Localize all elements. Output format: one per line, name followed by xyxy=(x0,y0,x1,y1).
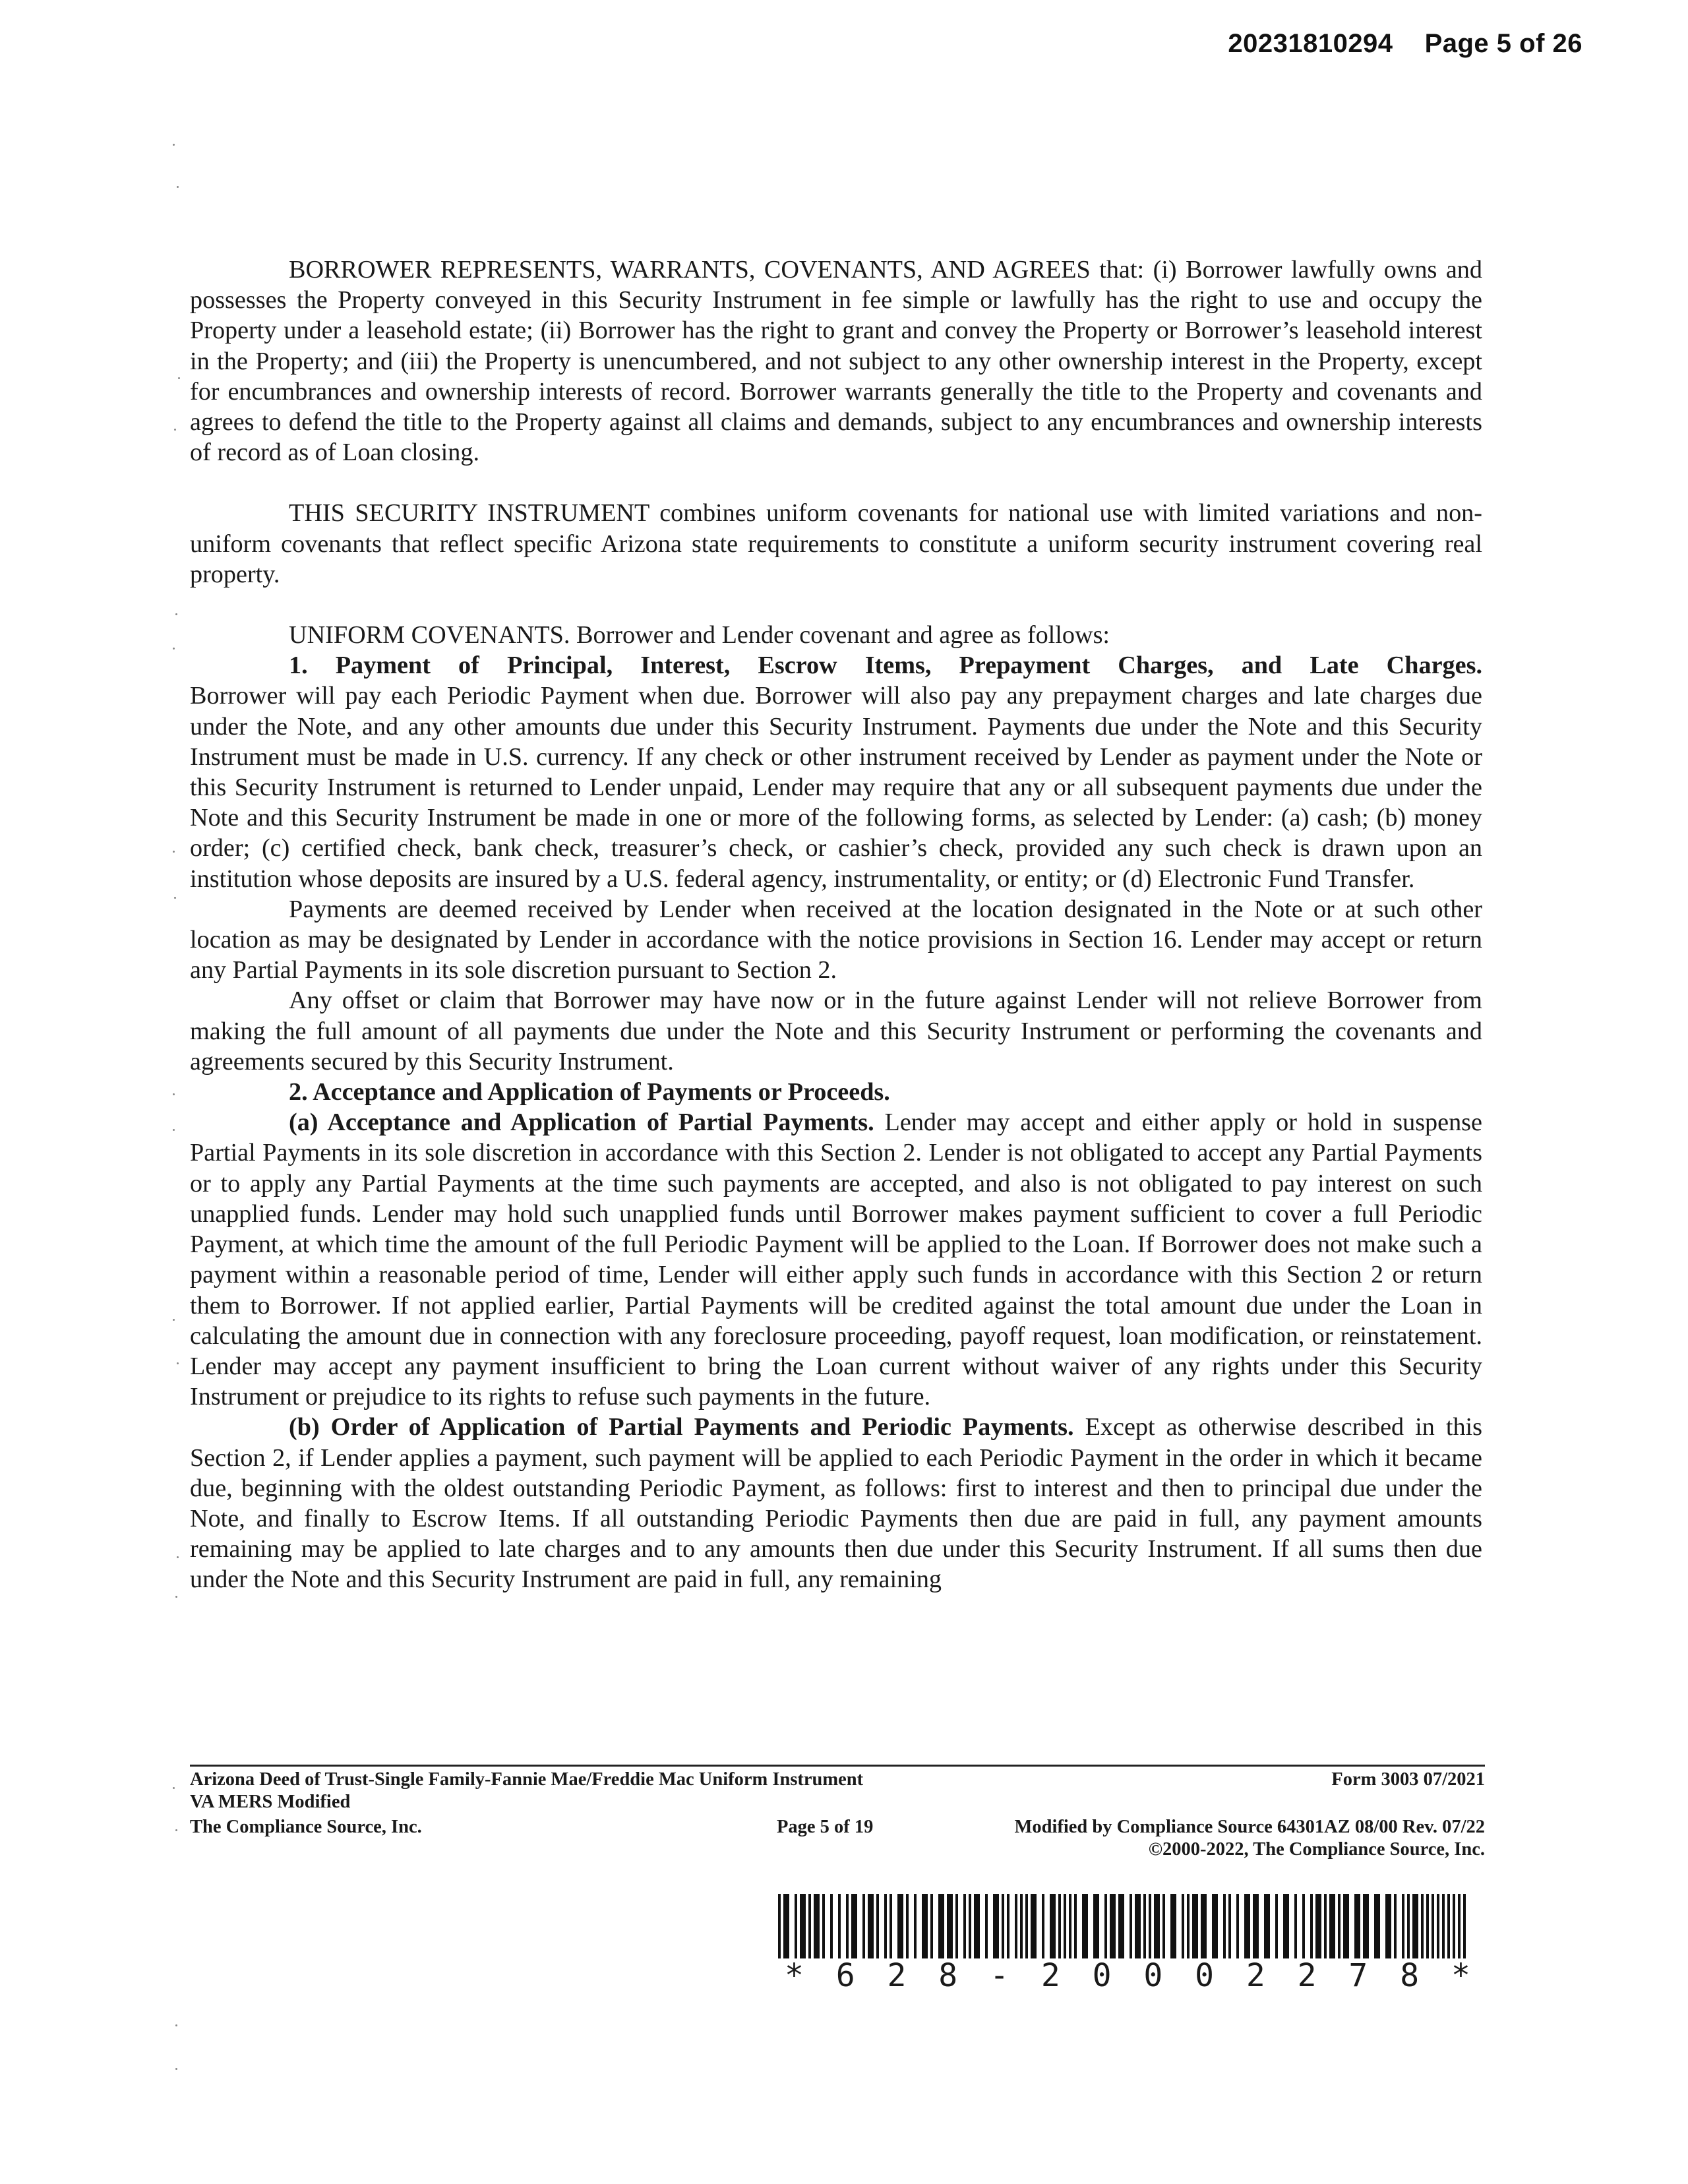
barcode-bar xyxy=(1315,1894,1321,1958)
section-2a-heading: (a) Acceptance and Application of Partial Payments. xyxy=(289,1108,874,1137)
barcode-bar xyxy=(862,1894,865,1958)
barcode-char: 8 xyxy=(1400,1957,1420,1994)
barcode-bar xyxy=(1244,1894,1250,1958)
form-page-number: Page 5 of 19 xyxy=(777,1817,874,1837)
barcode-bar xyxy=(1343,1894,1349,1958)
barcode-bar xyxy=(1442,1894,1445,1958)
barcode-bar xyxy=(1264,1894,1270,1958)
barcode-bar xyxy=(947,1894,953,1958)
barcode-bar xyxy=(778,1894,781,1958)
barcode-bar xyxy=(1050,1894,1056,1958)
barcode-bar xyxy=(783,1894,789,1958)
form-modifier: VA MERS Modified xyxy=(190,1792,351,1812)
barcode-char: 6 xyxy=(835,1957,855,1994)
barcode-bar xyxy=(822,1894,825,1958)
barcode-bar xyxy=(1223,1894,1226,1958)
barcode-bar xyxy=(1275,1894,1278,1958)
barcode-bar xyxy=(897,1894,903,1958)
section-2b-heading: (b) Order of Application of Partial Payments and Periodic Payments. xyxy=(289,1413,1074,1441)
barcode-char: 2 xyxy=(1246,1957,1265,1994)
barcode xyxy=(778,1894,1472,1958)
barcode-bar xyxy=(1329,1894,1335,1958)
form-number: Form 3003 07/2021 xyxy=(1331,1769,1485,1790)
barcode-bar xyxy=(1385,1894,1391,1958)
barcode-bar xyxy=(814,1894,820,1958)
security-instrument-paragraph: THIS SECURITY INSTRUMENT combines uniform covenants for national use with limited variations and non-uniform covenants that reflect specific Arizona state requirements to constitute a uniform security instrument covering real property. xyxy=(190,499,1482,588)
barcode-bar xyxy=(1458,1894,1461,1958)
barcode-bar xyxy=(1042,1894,1044,1958)
barcode-bar xyxy=(1015,1894,1017,1958)
barcode-bar xyxy=(1394,1894,1397,1958)
borrower-representations-paragraph: BORROWER REPRESENTS, WARRANTS, COVENANTS, AND AGREES that: (i) Borrower lawfully owns and possesses the Property conveyed in this Security Instrument in fee simple or lawfully has the right to use and occupy the Property under a leasehold estate; (ii) Borrower has the right to grant and convey the Property or Borrower’s leasehold interest in the Property; and (iii) the Property is unencumbered, and not subject to any other ownership interest in the Property, except for encumbrances and ownership interests of record. Borrower warrants generally the title to the Property and covenants and agrees to defend the title to the Property against all claims and demands, subject to any encumbrances and ownership interests of record as of Loan closing. xyxy=(190,256,1482,467)
barcode-bar xyxy=(1069,1894,1071,1958)
barcode-bar xyxy=(1212,1894,1218,1958)
barcode-bar xyxy=(884,1894,887,1958)
barcode-bar xyxy=(1182,1894,1184,1958)
document-body xyxy=(190,255,1482,1595)
barcode-bar xyxy=(1253,1894,1259,1958)
recording-stamp xyxy=(1228,29,1582,59)
barcode-bar xyxy=(1324,1894,1327,1958)
barcode-bar xyxy=(889,1894,892,1958)
barcode-bar xyxy=(851,1894,857,1958)
barcode-bar xyxy=(930,1894,933,1958)
barcode-char: 2 xyxy=(1040,1957,1060,1994)
company-name: The Compliance Source, Inc. xyxy=(190,1817,422,1837)
barcode-bar xyxy=(1093,1894,1099,1958)
barcode-bar xyxy=(1453,1894,1455,1958)
barcode-char: 8 xyxy=(938,1957,958,1994)
barcode-bar xyxy=(1412,1894,1418,1958)
barcode-char: 2 xyxy=(887,1957,907,1994)
barcode-bar xyxy=(1294,1894,1297,1958)
barcode-bar xyxy=(1354,1894,1360,1958)
barcode-bar xyxy=(914,1894,917,1958)
barcode-bar xyxy=(1170,1894,1176,1958)
barcode-bar xyxy=(1228,1894,1231,1958)
barcode-bar xyxy=(938,1894,944,1958)
barcode-bar xyxy=(1338,1894,1341,1958)
form-title: Arizona Deed of Trust-Single Family-Fannie Mae/Freddie Mac Uniform Instrument xyxy=(190,1769,864,1790)
barcode-bar xyxy=(1192,1894,1198,1958)
barcode-bar xyxy=(1143,1894,1146,1958)
barcode-bar xyxy=(1236,1894,1239,1958)
barcode-bar xyxy=(1407,1894,1410,1958)
barcode-char: 0 xyxy=(1195,1957,1215,1994)
barcode-bar xyxy=(963,1894,966,1958)
barcode-bar xyxy=(795,1894,797,1958)
barcode-bar xyxy=(1187,1894,1190,1958)
section-2a-paragraph xyxy=(190,1107,1482,1412)
form-footer xyxy=(190,1769,1485,1861)
section-1-text: Borrower will pay each Periodic Payment when due. Borrower will also pay any prepayment charges and late charges due under the Note, and any other amounts due under this Security Instrument. Payments due under the Note and this Security Instrument must be made in U.S. currency. If any check or other instrument received by Lender as payment under the Note or this Security Instrument is returned to Lender unpaid, Lender may require that any or all subsequent payments due under the Note and this Security Instrument be made in one or more of the following forms, as selected by Lender: (a) cash; (b) money order; (c) certified check, bank check, treasurer’s check, or cashier’s check, provided any such check is drawn upon an institution whose deposits are insured by a U.S. federal agency, instrumentality, or entity; or (d) Electronic Fund Transfer. xyxy=(190,682,1482,893)
barcode-bar xyxy=(1130,1894,1132,1958)
barcode-bar xyxy=(1031,1894,1037,1958)
barcode-bar xyxy=(1118,1894,1124,1958)
barcode-bar xyxy=(838,1894,841,1958)
footer-rule xyxy=(190,1765,1485,1767)
barcode-bar xyxy=(1135,1894,1141,1958)
barcode-bar xyxy=(830,1894,833,1958)
barcode-bar xyxy=(974,1894,980,1958)
barcode-bar xyxy=(1310,1894,1313,1958)
barcode-bar xyxy=(1074,1894,1077,1958)
barcode-bar xyxy=(1104,1894,1107,1958)
barcode-bar xyxy=(1447,1894,1450,1958)
barcode-bar xyxy=(1058,1894,1061,1958)
barcode-bar xyxy=(1007,1894,1010,1958)
document-number: 20231810294 xyxy=(1228,29,1393,58)
section-2b-text: Except as otherwise described in this Section 2, if Lender applies a payment, such payment will be applied to each Periodic Payment in the order in which it became due, beginning with the oldest outstanding Periodic Payment, as follows: first to interest and then to principal due under the Note, and finally to Escrow Items. If all outstanding Periodic Payments then due are paid in full, any payment amounts remaining may be applied to late charges and to any amounts then due under this Security Instrument. If all sums then due under the Note and this Security Instrument are paid in full, any remaining xyxy=(190,1413,1483,1594)
barcode-bar xyxy=(876,1894,879,1958)
barcode-bar xyxy=(846,1894,849,1958)
barcode-bar xyxy=(906,1894,909,1958)
section-1-offset-claim: Any offset or claim that Borrower may have now or in the future against Lender will not relieve Borrower from making the full amount of all payments due under the Note and this Security Instrument or performing the covenants and agreements secured by this Security Instrument. xyxy=(190,986,1482,1076)
section-1-payments-received: Payments are deemed received by Lender when received at the location designated in the Note or at such other location as may be designated by Lender in accordance with the notice provisions in Section 16. Lender may accept or return any Partial Payments in its sole discretion pursuant to Section 2. xyxy=(190,895,1482,985)
barcode-char: * xyxy=(1451,1957,1470,1994)
modified-by: Modified by Compliance Source 64301AZ 08/00 Rev. 07/22 xyxy=(1014,1817,1485,1837)
barcode-bar xyxy=(955,1894,958,1958)
barcode-bar xyxy=(1402,1894,1404,1958)
uniform-covenants-intro: UNIFORM COVENANTS. Borrower and Lender covenant and agree as follows: xyxy=(289,621,1110,650)
barcode-bar xyxy=(808,1894,811,1958)
barcode-bar xyxy=(969,1894,971,1958)
barcode-bar xyxy=(1463,1894,1466,1958)
barcode-bar xyxy=(868,1894,874,1958)
section-1-heading: 1. Payment of Principal, Interest, Escrow Items, Prepayment Charges, and Late Charges. xyxy=(289,652,1482,680)
barcode-char: * xyxy=(785,1957,804,1994)
barcode-bar xyxy=(985,1894,988,1958)
barcode-text xyxy=(785,1957,1470,1994)
barcode-bar xyxy=(1201,1894,1207,1958)
barcode-bar xyxy=(1374,1894,1380,1958)
barcode-bar xyxy=(1162,1894,1165,1958)
barcode-bar xyxy=(1154,1894,1160,1958)
barcode-bar xyxy=(1025,1894,1028,1958)
barcode-bar xyxy=(1302,1894,1305,1958)
barcode-bar xyxy=(1110,1894,1116,1958)
barcode-char: 0 xyxy=(1143,1957,1163,1994)
barcode-bar xyxy=(1363,1894,1369,1958)
barcode-bar xyxy=(1421,1894,1424,1958)
stamp-page-label: Page 5 of 26 xyxy=(1424,29,1582,58)
barcode-char: 7 xyxy=(1348,1957,1368,1994)
barcode-char: 0 xyxy=(1092,1957,1112,1994)
section-2b-paragraph xyxy=(190,1412,1482,1594)
barcode-char: - xyxy=(990,1957,1009,1994)
barcode-bar xyxy=(1432,1894,1434,1958)
barcode-bar xyxy=(993,1894,999,1958)
barcode-bar xyxy=(1437,1894,1439,1958)
barcode-bar xyxy=(1426,1894,1429,1958)
section-2a-text: Lender may accept and either apply or hold in suspense Partial Payments in its sole discretion in accordance with this Section 2. Lender is not obligated to accept any Partial Payments or to apply any Partial Payments at the time such payments are accepted, and also is not obligated to pay interest on such unapplied funds. Lender may hold such unapplied funds until Borrower makes payment sufficient to cover a full Periodic Payment, at which time the amount of the full Periodic Payment will be applied to the Loan. If Borrower does not make such a payment within a reasonable period of time, Lender will either apply such funds in accordance with this Section 2 or return them to Borrower. If not applied earlier, Partial Payments will be credited against the total amount due under the Loan in calculating the amount due in connection with any foreclosure proceeding, payoff request, loan modification, or reinstatement. Lender may accept any payment insufficient to bring the Loan current without waiver of any rights under this Security Instrument or prejudice to its rights to refuse such payments in the future. xyxy=(190,1108,1482,1411)
barcode-bar xyxy=(922,1894,928,1958)
barcode-bar xyxy=(1002,1894,1004,1958)
barcode-bar xyxy=(1064,1894,1066,1958)
section-2-heading: 2. Acceptance and Application of Payments or Proceeds. xyxy=(289,1078,890,1107)
barcode-bar xyxy=(800,1894,806,1958)
barcode-bar xyxy=(1149,1894,1151,1958)
barcode-bar xyxy=(1020,1894,1023,1958)
barcode-char: 2 xyxy=(1297,1957,1317,1994)
copyright: ©2000-2022, The Compliance Source, Inc. xyxy=(1148,1839,1485,1860)
barcode-bar xyxy=(1082,1894,1088,1958)
barcode-bar xyxy=(1283,1894,1289,1958)
